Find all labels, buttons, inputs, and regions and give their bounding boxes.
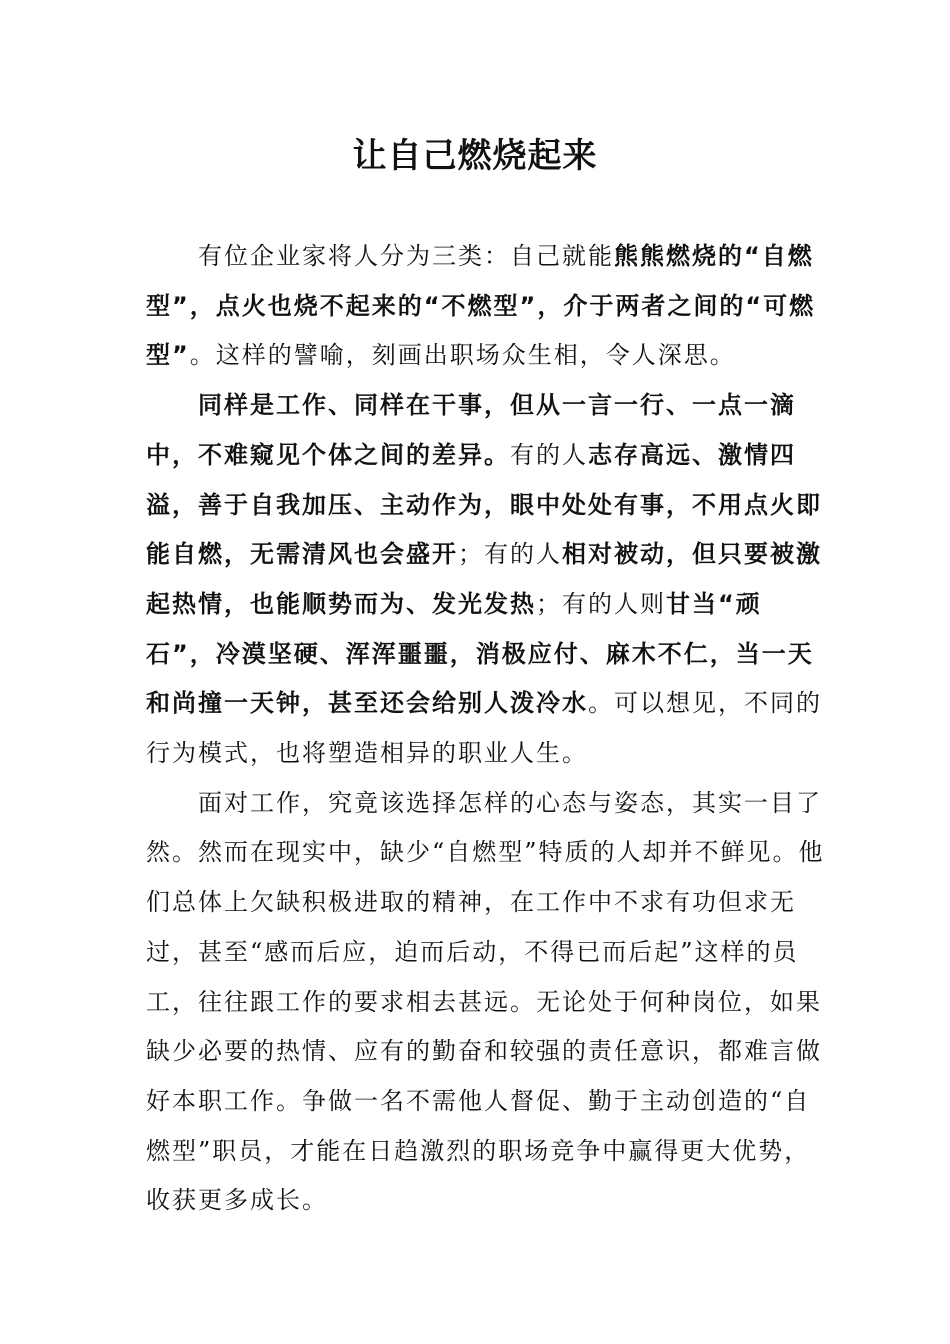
document-title: 让自己燃烧起来 bbox=[352, 136, 598, 176]
bold-text-run: 志存高远、激情四溢，善于自我加压、主动作为，眼中处处有事，不用点火即能自燃，无需清风也会盛开 bbox=[146, 440, 822, 569]
text-run: 。这样的譬喻，刻画出职场众生相，令人深思。 bbox=[189, 341, 736, 370]
paragraph-1 bbox=[146, 232, 826, 381]
bold-text-run: 熊熊燃烧的“自燃型”，点火也烧不起来的“不燃型”，介于两者之间的“可燃型” bbox=[146, 242, 816, 370]
paragraph-2 bbox=[146, 381, 826, 779]
text-run: 有的人 bbox=[510, 440, 588, 469]
text-run: ；有的人 bbox=[458, 540, 562, 569]
document-body bbox=[146, 232, 826, 1226]
text-run: 面对工作，究竟该选择怎样的心态与姿态，其实一目了然。然而在现实中，缺少“自燃型”特质的人却并不鲜见。他们总体上欠缺积极进取的精神，在工作中不求有功但求无过，甚至“感而后应，迫而后动，不得已而后起”这样的员工，往往跟工作的要求相去甚远。无论处于何种岗位，如果缺少必要的热情、应有的勤奋和较强的责任意识，都难言做好本职工作。争做一名不需他人督促、勤于主动创造的“自燃型”职员，才能在日趋激烈的职场竞争中赢得更大优势，收获更多成长。 bbox=[146, 788, 825, 1215]
text-run: 有位企业家将人分为三类：自己就能 bbox=[198, 242, 614, 270]
bold-text-run: 同样是工作、同样在干事，但从一言一行、一点一滴中，不难窥见个体之间的差异。 bbox=[146, 391, 796, 469]
paragraph-3 bbox=[146, 779, 826, 1226]
bold-text-run: 甘当“顽石”，冷漠坚硬、浑浑噩噩，消极应付、麻木不仁，当一天和尚撞一天钟，甚至还会给别人泼冷水 bbox=[146, 589, 814, 718]
text-run: ；有的人则 bbox=[536, 589, 666, 618]
bold-text-run: 相对被动，但只要被激起热情，也能顺势而为、发光发热 bbox=[146, 540, 822, 618]
text-run: 。可以想见，不同的行为模式，也将塑造相异的职业人生。 bbox=[146, 689, 822, 768]
